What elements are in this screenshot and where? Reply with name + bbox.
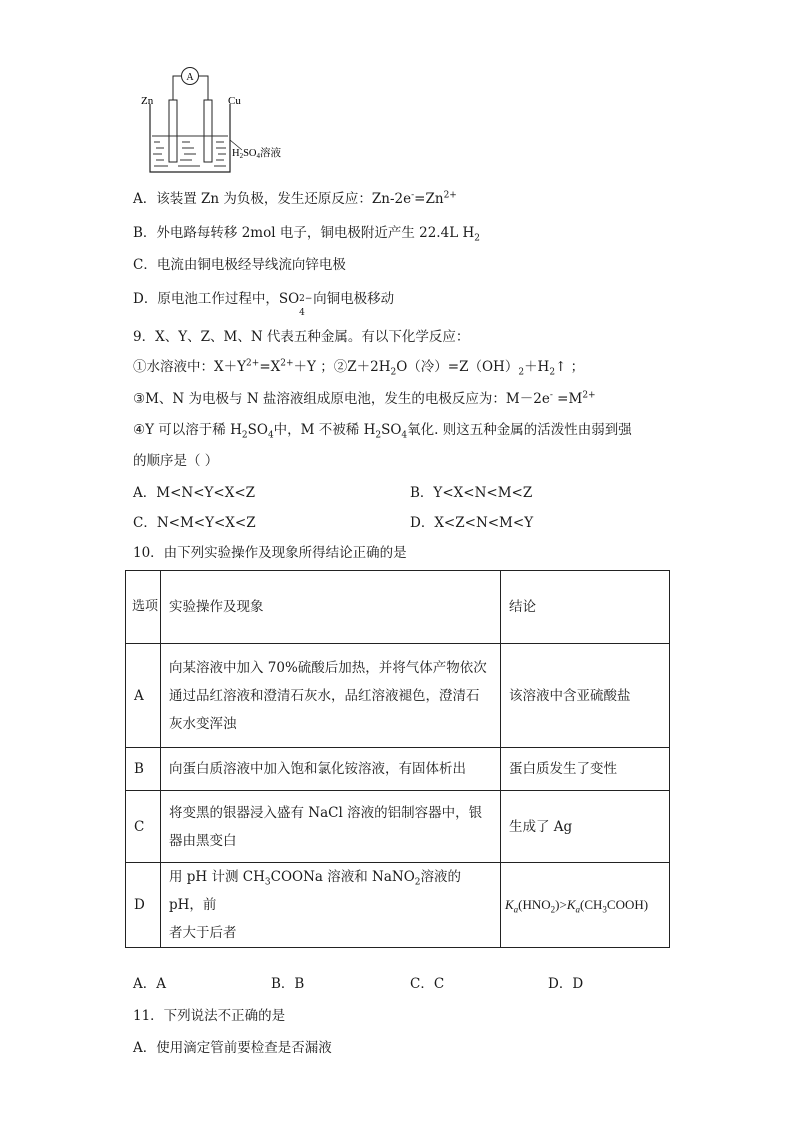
row-d-option: D xyxy=(126,863,161,948)
q8-option-a: A．该装置 Zn 为负极，发生还原反应：$Zn-2e^-=Zn^{2+}$ xyxy=(133,190,457,207)
q9-option-c: C．N<M<Y<X<Z xyxy=(133,515,256,531)
q9-option-b: B．Y<X<N<M<Z xyxy=(410,485,533,501)
galvanic-cell-diagram xyxy=(138,64,308,182)
q11-stem: 11．下列说法不正确的是 xyxy=(133,1008,286,1024)
cu-label: Cu xyxy=(228,95,241,107)
row-b-option: B xyxy=(126,748,161,791)
row-b-operation: 向蛋白质溶液中加入饱和氯化铵溶液，有固体析出 xyxy=(161,748,501,791)
beaker xyxy=(150,104,230,172)
row-d-operation: 用 pH 计测 $CH_3COONa$ 溶液和 NaNO$_2$溶液的 pH，前 者大于后者 xyxy=(161,863,501,948)
copper-electrode xyxy=(204,100,212,162)
q9-reaction-1-2: ①水溶液中：$X+Y^{2+}=X^{2+}+Y$ ；$②Z+2H_2O$（冷）$=Z(OH)_2+H_2↑$ ； xyxy=(133,358,585,378)
table-row xyxy=(126,791,670,863)
row-c-operation: 将变黑的银器浸入盛有 NaCl 溶液的铝制容器中，银 器由黑变白 xyxy=(161,791,501,863)
q9-stem-continued: 的顺序是（ ） xyxy=(133,453,219,469)
header-option: 选项 xyxy=(126,571,161,644)
row-d-conclusion: $K_a(HNO_2)>K_a(CH_3COOH)$ xyxy=(501,863,670,948)
table-row xyxy=(126,748,670,791)
row-c-option: C xyxy=(126,791,161,863)
q10-option-d: D．D xyxy=(548,976,584,992)
ammeter-label: A xyxy=(186,72,194,83)
q10-option-b: B．B xyxy=(271,976,305,992)
row-a-conclusion: 该溶液中含亚硫酸盐 xyxy=(501,644,670,748)
q9-option-d: D．X<Z<N<M<Y xyxy=(410,515,534,531)
row-a-option: A xyxy=(126,644,161,748)
q8-option-c: C．电流由铜电极经导线流向锌电极 xyxy=(133,257,346,273)
q9-stem: 9．X、Y、Z、M、N 代表五种金属。有以下化学反应： xyxy=(133,329,470,345)
q8-option-b: B．外电路每转移 2mol 电子，铜电极附近产生 22.4L $H_2$ xyxy=(133,225,480,244)
q10-option-a: A．A xyxy=(133,976,166,992)
row-b-conclusion: 蛋白质发生了变性 xyxy=(501,748,670,791)
q10-stem: 10．由下列实验操作及现象所得结论正确的是 xyxy=(133,545,407,561)
q10-table xyxy=(125,570,670,948)
table-header-row xyxy=(126,571,670,644)
table-row xyxy=(126,644,670,748)
q8-option-d: D．原电池工作过程中，SO 2− 4 向铜电极移动 xyxy=(133,291,395,318)
solution-liquid xyxy=(152,136,228,166)
q11-option-a: A．使用滴定管前要检查是否漏液 xyxy=(133,1040,332,1056)
zn-label: Zn xyxy=(141,95,154,107)
row-a-operation: 向某溶液中加入 70%硫酸后加热，并将气体产物依次 通过品红溶液和澄清石灰水，品红溶液褪色，澄清石 灰水变浑浊 xyxy=(161,644,501,748)
q10-option-c: C．C xyxy=(410,976,445,992)
header-conclusion: 结论 xyxy=(501,571,670,644)
row-c-conclusion: 生成了 Ag xyxy=(501,791,670,863)
q9-reaction-4: ④Y 可以溶于稀 $H_2SO_4$中，M 不被稀 $H_2SO_4$氧化. 则这五种金属的活泼性由弱到强 xyxy=(133,422,632,441)
header-operation: 实验操作及现象 xyxy=(161,571,501,644)
zinc-electrode xyxy=(169,100,177,162)
q9-option-a: A．M<N<Y<X<Z xyxy=(133,485,256,501)
table-row xyxy=(126,863,670,948)
solution-label: H2SO4溶液 xyxy=(232,148,282,160)
q9-reaction-3: ③M、N 为电极与 N 盐溶液组成原电池，发生的电极反应为：$M-2e^- =M^{2+}$ xyxy=(133,390,596,407)
